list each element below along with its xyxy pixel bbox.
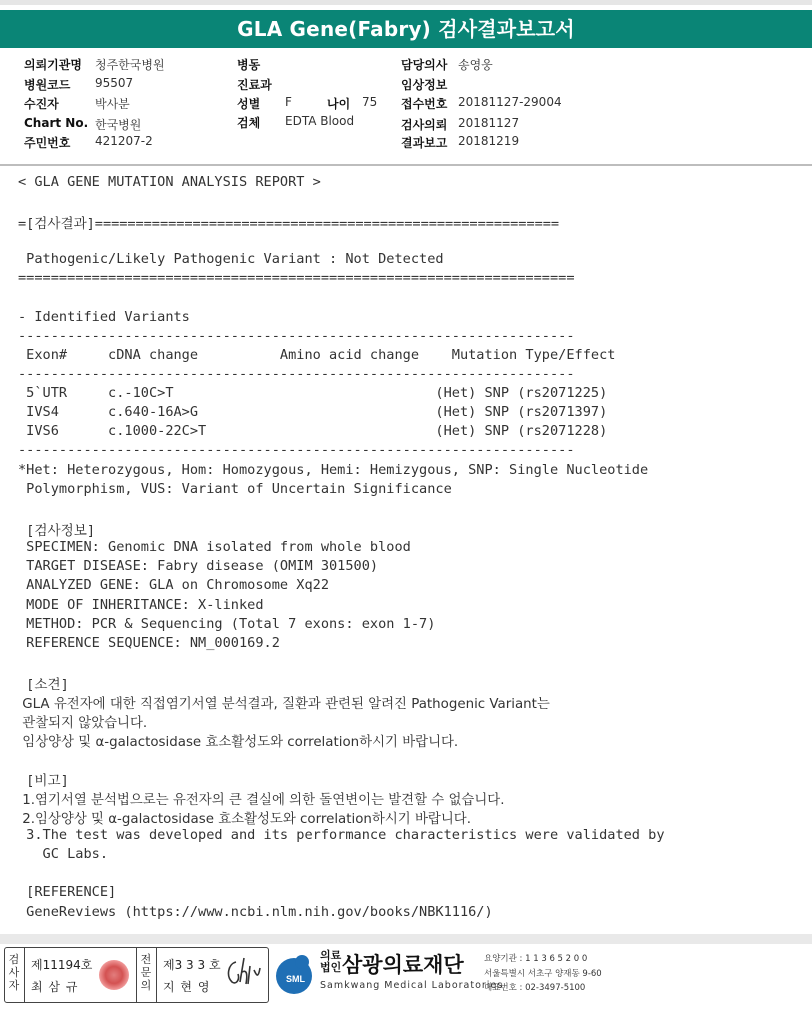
abbreviation-note: *Het: Heterozygous, Hom: Homozygous, Hemi: Hemizygous, SNP: Single Nucleotide (18, 462, 649, 478)
remarks-line: GC Labs. (18, 846, 109, 862)
hospital-code-label: 병원코드 (24, 78, 71, 92)
svg-text:SML: SML (286, 974, 305, 984)
variant-row: 5`UTR c.-10C>T (Het) SNP (rs2071225) (18, 385, 608, 401)
specialist-name: 지 현 영 (163, 980, 211, 994)
report-body (0, 166, 812, 934)
variants-rule-bottom: -------------------------------------------------------------------- (18, 442, 575, 458)
opinion-line: 임상양상 및 α-galactosidase 효소활성도와 correlation하시기 바랍니다. (18, 735, 459, 750)
test-info-gene: ANALYZED GENE: GLA on Chromosome Xq22 (18, 577, 329, 593)
report-date-label: 결과보고 (401, 136, 448, 150)
lab-brand-english: Samkwang Medical Laboratories (320, 980, 504, 991)
top-border (0, 0, 812, 5)
doctor-label: 담당의사 (401, 58, 448, 72)
receipt-no-label: 접수번호 (401, 97, 448, 111)
clinical-info-label: 임상정보 (401, 78, 448, 92)
corp-type-label: 의료 법인 (320, 949, 342, 974)
variants-heading: - Identified Variants (18, 309, 190, 325)
specimen-label: 검체 (237, 116, 261, 130)
age-label: 나이 (327, 97, 351, 111)
examiner-name: 최 삼 규 (31, 980, 79, 994)
hospital-code-value: 95507 (95, 76, 134, 90)
result-rule: ==================================================================== (18, 270, 575, 286)
department-label: 진료과 (237, 78, 272, 92)
patient-info-section (0, 52, 812, 163)
official-seal-icon (99, 960, 129, 990)
doctor-value: 송영웅 (458, 58, 493, 72)
remarks-line: 1.염기서열 분석법으로는 유전자의 큰 결실에 의한 돌연변이는 발견할 수 없습니다. (18, 793, 505, 808)
request-date-value: 20181127 (458, 116, 520, 130)
sex-value: F (285, 95, 292, 109)
opinion-line: 관찰되지 않았습니다. (18, 716, 148, 731)
report-title: GLA Gene(Fabry) 검사결과보고서 (0, 10, 812, 48)
result-section-rule: =[검사결과]========================================================= (18, 216, 560, 232)
signature-icon (224, 954, 264, 990)
footer-divider (0, 934, 812, 944)
patient-name-label: 수진자 (24, 97, 59, 111)
chart-no-label: Chart No. (24, 116, 89, 130)
specialist-vertical-label: 전 문 의 (140, 953, 152, 992)
sml-logo-icon (272, 952, 316, 996)
examiner-vertical-label: 검 사 자 (8, 953, 20, 992)
chart-no-value: 한국병원 (95, 118, 142, 132)
test-info-reference: REFERENCE SEQUENCE: NM_000169.2 (18, 635, 280, 651)
request-date-label: 검사의뢰 (401, 118, 448, 132)
variants-table-header: Exon# cDNA change Amino acid change Mutation Type/Effect (18, 347, 616, 363)
hospital-name-value: 청주한국병원 (95, 58, 165, 72)
remarks-heading: [비고] (18, 773, 69, 789)
receipt-no-value: 20181127-29004 (458, 95, 562, 109)
remarks-line: 3.The test was developed and its performance characteristics were validated by (18, 827, 665, 843)
footer (0, 944, 812, 1012)
specimen-value: EDTA Blood (285, 114, 355, 128)
reference-link[interactable]: GeneReviews (https://www.ncbi.nlm.nih.gov/books/NBK1116/) (18, 904, 493, 920)
opinion-heading: [소견] (18, 677, 69, 693)
examiner-license-no: 제11194호 (31, 958, 93, 972)
age-value: 75 (362, 95, 378, 109)
lab-address: 서울특별시 서초구 양재동 9-60 (484, 969, 602, 979)
report-date-value: 20181219 (458, 134, 520, 148)
remarks-line: 2.임상양상 및 α-galactosidase 효소활성도와 correlation하시기 바랍니다. (18, 812, 471, 827)
variant-row: IVS6 c.1000-22C>T (Het) SNP (rs2071228) (18, 423, 608, 439)
variants-rule-mid: -------------------------------------------------------------------- (18, 366, 575, 382)
specialist-license-no: 제3 3 3 호 (163, 958, 221, 972)
patient-name-value: 박사분 (95, 97, 130, 111)
report-heading: < GLA GENE MUTATION ANALYSIS REPORT > (18, 174, 321, 190)
test-info-inheritance: MODE OF INHERITANCE: X-linked (18, 597, 264, 613)
sex-label: 성별 (237, 97, 261, 111)
lab-phone: 대표번호 : 02-3497-5100 (484, 983, 586, 993)
test-info-method: METHOD: PCR & Sequencing (Total 7 exons: exon 1-7) (18, 616, 436, 632)
opinion-line: GLA 유전자에 대한 직접염기서열 분석결과, 질환과 관련된 알려진 Pathogenic Variant는 (18, 697, 550, 712)
reference-heading: [REFERENCE] (18, 884, 117, 900)
abbreviation-note-cont: Polymorphism, VUS: Variant of Uncertain Significance (18, 481, 452, 497)
result-summary: Pathogenic/Likely Pathogenic Variant : Not Detected (18, 251, 444, 267)
ward-label: 병동 (237, 58, 261, 72)
hospital-name-label: 의뢰기관명 (24, 58, 82, 72)
variant-row: IVS4 c.640-16A>G (Het) SNP (rs2071397) (18, 404, 608, 420)
lab-brand-name: 삼광의료재단 (342, 953, 464, 977)
institution-code: 요양기관 : 1 1 3 6 5 2 0 0 (484, 954, 588, 964)
test-info-disease: TARGET DISEASE: Fabry disease (OMIM 301500) (18, 558, 379, 574)
variants-rule-top: -------------------------------------------------------------------- (18, 328, 575, 344)
resident-no-value: 421207-2 (95, 134, 153, 148)
test-info-specimen: SPECIMEN: Genomic DNA isolated from whole blood (18, 539, 411, 555)
resident-no-label: 주민번호 (24, 136, 71, 150)
test-info-heading: [검사정보] (18, 523, 96, 539)
